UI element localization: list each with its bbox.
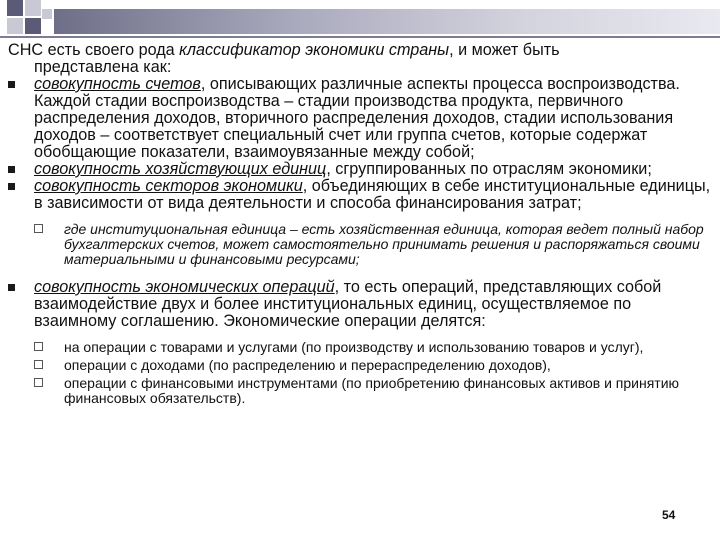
header-square-4 — [25, 18, 41, 34]
header-rule — [0, 36, 720, 38]
sub-bullet-item — [8, 222, 714, 267]
header-square-3 — [7, 18, 23, 34]
bullet-item — [8, 178, 714, 267]
intro-paragraph — [8, 42, 714, 76]
bullet-term: совокупность счетов — [34, 75, 201, 93]
header-square-2 — [25, 0, 41, 16]
sub-bullet-text: операции с доходами (по распределению и перераспределению доходов), — [64, 357, 551, 373]
page-number: 54 — [662, 508, 676, 522]
sub-bullet-text: где институциональная единица – есть хозяйственная единица, которая ведет полный набор бухгалтерских счетов, может самостоятельно принимать решения и распоряжаться своими материальными и финансовыми ресурсами; — [64, 221, 704, 267]
sub-bullet-text: операции с финансовыми инструментами (по приобретению финансовых активов и принятию финансовых обязательств). — [64, 375, 680, 406]
bullet-term: совокупность секторов экономики — [34, 177, 303, 195]
header-bar — [54, 9, 720, 34]
intro-continuation: представлена как: — [34, 58, 172, 76]
sub-bullet-item — [8, 358, 714, 373]
bullet-term: совокупность экономических операций — [34, 278, 335, 296]
intro-italic: классификатор экономики страны — [179, 41, 450, 59]
bullet-text: , объединяющих в себе институциональные единицы, в зависимости от вида деятельности и способа финансирования затрат; — [34, 177, 711, 212]
bullet-text: , описывающих различные аспекты процесса воспроизводства. Каждой стадии воспроизводства – стадии производства продукта, первичного распределения доходов, вторичного распределения доходов, стадии использования доходов – соответствует специальный счет или группа счетов, которые содержат обобщающие показатели, взаимоувязанные между собой; — [34, 75, 680, 161]
square-bullet-icon — [8, 183, 15, 190]
checkbox-bullet-icon — [34, 342, 43, 351]
square-bullet-icon — [8, 81, 15, 88]
bullet-text: , то есть операций, представляющих собой взаимодействие двух и более институциональных единиц, осуществляемое по взаимному соглашению. Экономические операции делятся: — [34, 278, 662, 330]
bullet-item — [8, 161, 714, 178]
checkbox-bullet-icon — [34, 224, 43, 233]
bullet-term: совокупность хозяйствующих единиц — [34, 160, 327, 178]
sub-bullet-list — [8, 222, 714, 267]
checkbox-bullet-icon — [34, 360, 43, 369]
main-bullet-list — [8, 76, 714, 406]
bullet-text: , сгруппированных по отраслям экономики; — [326, 160, 652, 178]
sub-bullet-item — [8, 376, 714, 406]
sub-bullet-text: на операции с товарами и услугами (по производству и использованию товаров и услуг), — [64, 339, 644, 355]
header-square-1 — [7, 0, 23, 16]
sub-bullet-item — [8, 340, 714, 355]
sub-bullet-list — [8, 340, 714, 406]
bullet-item — [8, 279, 714, 406]
intro-text: СНС есть своего рода — [8, 41, 180, 59]
bullet-item — [8, 76, 714, 161]
square-bullet-icon — [8, 284, 15, 291]
checkbox-bullet-icon — [34, 378, 43, 387]
header-square-5 — [42, 9, 52, 19]
intro-tail: , и может быть — [449, 41, 560, 59]
slide-body — [8, 42, 714, 406]
square-bullet-icon — [8, 166, 15, 173]
